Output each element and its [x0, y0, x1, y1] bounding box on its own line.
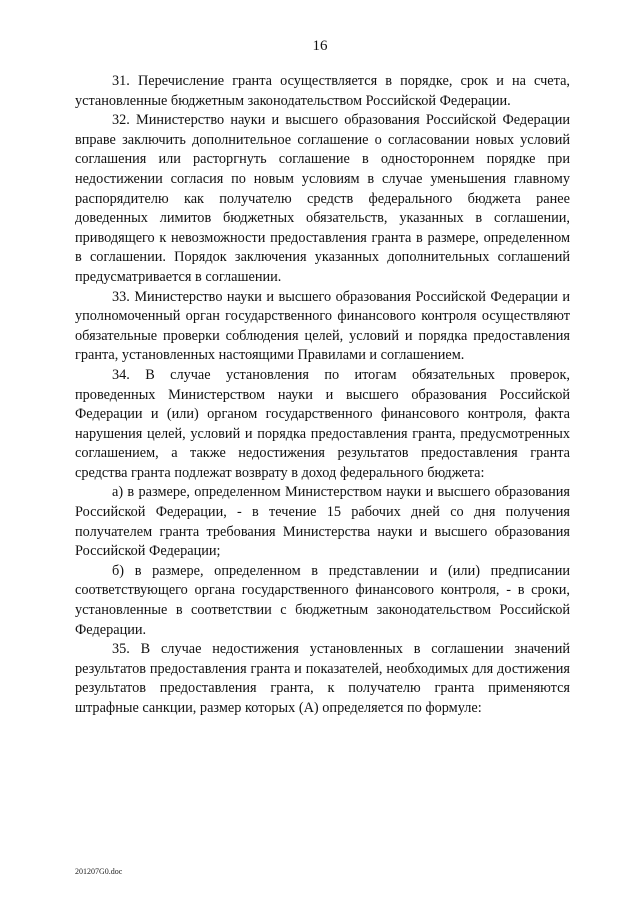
document-body — [75, 72, 570, 719]
paragraph-32: 32. Министерство науки и высшего образования Российской Федерации вправе заключить дополнительное соглашение о согласовании новых условий соглашения или расторгнуть соглашение в одностороннем порядке при недостижении согласия по новым условиям в случае уменьшения главному распорядителю как получателю средств федерального бюджета ранее доведенных лимитов бюджетных обязательств, указанных в соглашении, приводящего к невозможности предоставления гранта в размере, определенном в соглашении. Порядок заключения указанных дополнительных соглашений предусматривается в соглашении. — [75, 112, 570, 285]
paragraph-34: 34. В случае установления по итогам обязательных проверок, проведенных Министерством науки и высшего образования Российской Федерации и (или) органом государственного финансового контроля, факта нарушения целей, условий и порядка предоставления гранта, предусмотренных соглашением, а также недостижения результатов предоставления гранта средства гранта подлежат возврату в доход федерального бюджета: — [75, 366, 570, 481]
footer-file-code: 201207G0.doc — [75, 867, 123, 876]
paragraph-31: 31. Перечисление гранта осуществляется в порядке, срок и на счета, установленные бюджетным законодательством Российской Федерации. — [75, 73, 570, 109]
paragraph-35: 35. В случае недостижения установленных в соглашении значений результатов предоставления гранта и показателей, необходимых для достижения результатов предоставления гранта, к получателю гранта применяются штрафные санкции, размер которых (А) определяется по формуле: — [75, 641, 570, 716]
page-number: 16 — [312, 38, 328, 54]
paragraph-33: 33. Министерство науки и высшего образования Российской Федерации и уполномоченный орган государственного финансового контроля осуществляют обязательные проверки соблюдения целей, условий и порядка предоставления гранта, установленных настоящими Правилами и соглашением. — [75, 288, 570, 364]
paragraph-34-b: б) в размере, определенном в представлении и (или) предписании соответствующего органа государственного финансового контроля, - в сроки, установленные в соответствии с бюджетным законодательством Российской Федерации. — [75, 562, 570, 638]
paragraph-34-a: а) в размере, определенном Министерством науки и высшего образования Российской Федерации, - в течение 15 рабочих дней со дня получения получателем гранта требования Министерства науки и высшего образования Российской Федерации; — [75, 484, 570, 560]
